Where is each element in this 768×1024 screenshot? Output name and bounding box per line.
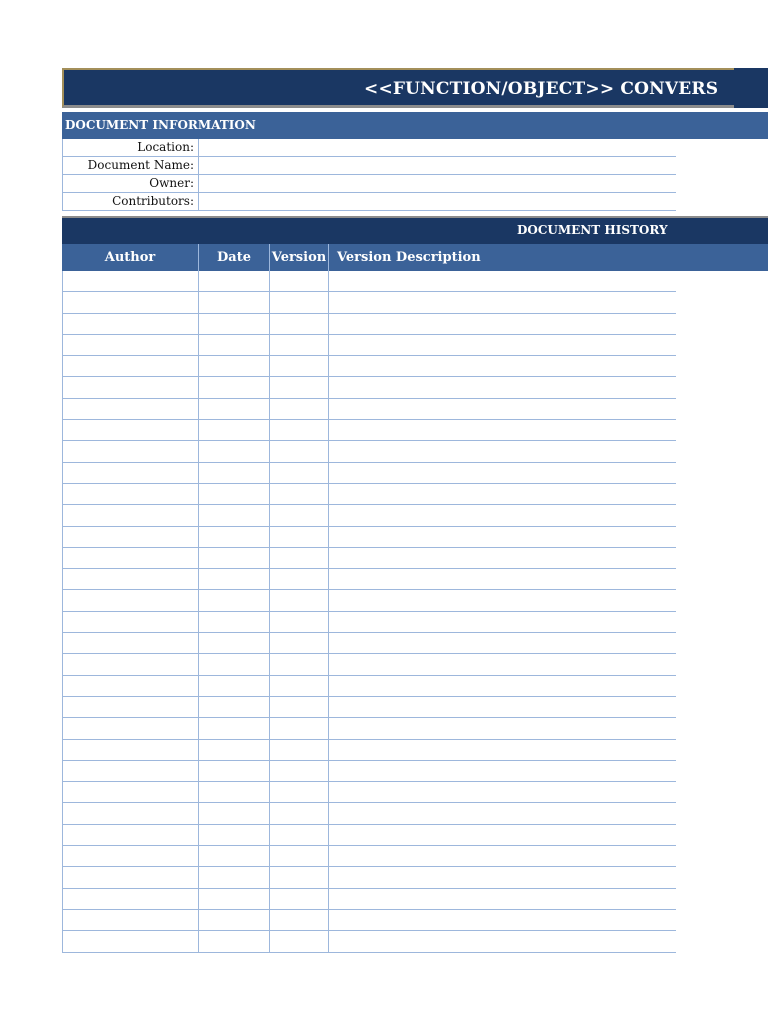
author-cell[interactable] xyxy=(63,356,199,376)
author-cell[interactable] xyxy=(63,931,199,951)
date-cell[interactable] xyxy=(199,399,270,419)
version-cell[interactable] xyxy=(270,441,329,461)
table-row xyxy=(62,292,676,313)
version-description-cell[interactable] xyxy=(329,761,676,781)
table-row xyxy=(62,782,676,803)
table-row xyxy=(62,654,676,675)
version-cell[interactable] xyxy=(270,399,329,419)
version-description-cell[interactable] xyxy=(329,825,676,845)
author-cell[interactable] xyxy=(63,463,199,483)
table-row xyxy=(62,505,676,526)
title-bar-extension xyxy=(734,68,768,108)
table-row xyxy=(62,527,676,548)
version-description-cell[interactable] xyxy=(329,867,676,887)
date-cell[interactable] xyxy=(199,718,270,738)
author-cell[interactable] xyxy=(63,484,199,504)
author-cell[interactable] xyxy=(63,697,199,717)
table-row xyxy=(62,441,676,462)
table-row xyxy=(62,271,676,292)
table-row xyxy=(62,910,676,931)
version-description-cell[interactable] xyxy=(329,399,676,419)
version-cell[interactable] xyxy=(270,803,329,823)
version-description-cell[interactable] xyxy=(329,676,676,696)
info-label: Location: xyxy=(63,139,199,156)
date-cell[interactable] xyxy=(199,782,270,802)
date-cell[interactable] xyxy=(199,590,270,610)
version-cell[interactable] xyxy=(270,654,329,674)
author-cell[interactable] xyxy=(63,377,199,397)
version-cell[interactable] xyxy=(270,782,329,802)
version-cell[interactable] xyxy=(270,314,329,334)
document-information-label: DOCUMENT INFORMATION xyxy=(65,118,256,132)
date-cell[interactable] xyxy=(199,910,270,930)
document-history-header xyxy=(62,216,768,244)
version-description-cell[interactable] xyxy=(329,910,676,930)
table-row xyxy=(62,377,676,398)
document-history-table xyxy=(62,271,676,953)
author-cell[interactable] xyxy=(63,399,199,419)
info-row-document-name xyxy=(62,157,676,175)
version-cell[interactable] xyxy=(270,505,329,525)
author-cell[interactable] xyxy=(63,740,199,760)
document-information-table xyxy=(62,139,676,211)
author-cell[interactable] xyxy=(63,292,199,312)
table-row xyxy=(62,335,676,356)
author-cell[interactable] xyxy=(63,676,199,696)
date-cell[interactable] xyxy=(199,846,270,866)
author-cell[interactable] xyxy=(63,846,199,866)
table-row xyxy=(62,846,676,867)
table-row xyxy=(62,356,676,377)
table-row xyxy=(62,463,676,484)
document-title: <<FUNCTION/OBJECT>> CONVERS xyxy=(364,79,719,99)
author-cell[interactable] xyxy=(63,420,199,440)
table-row xyxy=(62,889,676,910)
version-cell[interactable] xyxy=(270,271,329,291)
version-cell[interactable] xyxy=(270,420,329,440)
version-description-cell[interactable] xyxy=(329,420,676,440)
version-cell[interactable] xyxy=(270,463,329,483)
version-cell[interactable] xyxy=(270,633,329,653)
info-label: Owner: xyxy=(63,175,199,192)
version-description-cell[interactable] xyxy=(329,505,676,525)
version-cell[interactable] xyxy=(270,548,329,568)
version-cell[interactable] xyxy=(270,676,329,696)
date-cell[interactable] xyxy=(199,505,270,525)
version-cell[interactable] xyxy=(270,846,329,866)
date-cell[interactable] xyxy=(199,612,270,632)
table-row xyxy=(62,825,676,846)
info-row-location xyxy=(62,139,676,157)
table-row xyxy=(62,569,676,590)
date-cell[interactable] xyxy=(199,527,270,547)
version-description-cell[interactable] xyxy=(329,697,676,717)
column-header-author: Author xyxy=(62,244,199,271)
version-description-cell[interactable] xyxy=(329,889,676,909)
version-description-cell[interactable] xyxy=(329,569,676,589)
version-description-cell[interactable] xyxy=(329,271,676,291)
date-cell[interactable] xyxy=(199,356,270,376)
date-cell[interactable] xyxy=(199,803,270,823)
table-row xyxy=(62,803,676,824)
date-cell[interactable] xyxy=(199,889,270,909)
author-cell[interactable] xyxy=(63,633,199,653)
date-cell[interactable] xyxy=(199,825,270,845)
document-history-label: DOCUMENT HISTORY xyxy=(517,223,668,237)
author-cell[interactable] xyxy=(63,867,199,887)
date-cell[interactable] xyxy=(199,484,270,504)
version-cell[interactable] xyxy=(270,292,329,312)
version-description-cell[interactable] xyxy=(329,527,676,547)
location-value-cell[interactable] xyxy=(199,139,676,156)
author-cell[interactable] xyxy=(63,803,199,823)
table-row xyxy=(62,633,676,654)
author-cell[interactable] xyxy=(63,548,199,568)
date-cell[interactable] xyxy=(199,633,270,653)
version-description-cell[interactable] xyxy=(329,633,676,653)
version-description-cell[interactable] xyxy=(329,314,676,334)
date-cell[interactable] xyxy=(199,740,270,760)
date-cell[interactable] xyxy=(199,420,270,440)
version-description-cell[interactable] xyxy=(329,931,676,951)
version-description-cell[interactable] xyxy=(329,782,676,802)
version-cell[interactable] xyxy=(270,335,329,355)
version-cell[interactable] xyxy=(270,527,329,547)
version-description-cell[interactable] xyxy=(329,484,676,504)
info-row-owner xyxy=(62,175,676,193)
version-description-cell[interactable] xyxy=(329,590,676,610)
version-cell[interactable] xyxy=(270,740,329,760)
history-column-headers xyxy=(62,244,768,271)
author-cell[interactable] xyxy=(63,654,199,674)
version-cell[interactable] xyxy=(270,356,329,376)
version-cell[interactable] xyxy=(270,569,329,589)
table-row xyxy=(62,590,676,611)
version-cell[interactable] xyxy=(270,718,329,738)
table-row xyxy=(62,484,676,505)
date-cell[interactable] xyxy=(199,867,270,887)
column-header-version: Version xyxy=(270,244,329,271)
table-row xyxy=(62,718,676,739)
date-cell[interactable] xyxy=(199,271,270,291)
date-cell[interactable] xyxy=(199,292,270,312)
table-row xyxy=(62,740,676,761)
info-row-contributors xyxy=(62,193,676,211)
version-cell[interactable] xyxy=(270,761,329,781)
author-cell[interactable] xyxy=(63,825,199,845)
version-cell[interactable] xyxy=(270,484,329,504)
version-cell[interactable] xyxy=(270,825,329,845)
version-description-cell[interactable] xyxy=(329,548,676,568)
contributors-value-cell[interactable] xyxy=(199,193,676,210)
version-cell[interactable] xyxy=(270,910,329,930)
info-label: Document Name: xyxy=(63,157,199,174)
author-cell[interactable] xyxy=(63,612,199,632)
document-name-value-cell[interactable] xyxy=(199,157,676,174)
version-description-cell[interactable] xyxy=(329,292,676,312)
owner-value-cell[interactable] xyxy=(199,175,676,192)
table-row xyxy=(62,548,676,569)
date-cell[interactable] xyxy=(199,377,270,397)
version-description-cell[interactable] xyxy=(329,846,676,866)
date-cell[interactable] xyxy=(199,569,270,589)
version-cell[interactable] xyxy=(270,931,329,951)
version-cell[interactable] xyxy=(270,697,329,717)
date-cell[interactable] xyxy=(199,676,270,696)
date-cell[interactable] xyxy=(199,931,270,951)
date-cell[interactable] xyxy=(199,335,270,355)
version-description-cell[interactable] xyxy=(329,612,676,632)
version-description-cell[interactable] xyxy=(329,463,676,483)
version-description-cell[interactable] xyxy=(329,377,676,397)
author-cell[interactable] xyxy=(63,590,199,610)
column-header-date: Date xyxy=(199,244,270,271)
author-cell[interactable] xyxy=(63,889,199,909)
author-cell[interactable] xyxy=(63,782,199,802)
author-cell[interactable] xyxy=(63,271,199,291)
author-cell[interactable] xyxy=(63,441,199,461)
table-row xyxy=(62,761,676,782)
table-row xyxy=(62,314,676,335)
date-cell[interactable] xyxy=(199,697,270,717)
date-cell[interactable] xyxy=(199,654,270,674)
table-row xyxy=(62,399,676,420)
info-label: Contributors: xyxy=(63,193,199,210)
table-row xyxy=(62,420,676,441)
version-description-cell[interactable] xyxy=(329,803,676,823)
author-cell[interactable] xyxy=(63,527,199,547)
version-description-cell[interactable] xyxy=(329,441,676,461)
date-cell[interactable] xyxy=(199,548,270,568)
version-description-cell[interactable] xyxy=(329,718,676,738)
date-cell[interactable] xyxy=(199,761,270,781)
table-row xyxy=(62,697,676,718)
version-cell[interactable] xyxy=(270,377,329,397)
table-row xyxy=(62,612,676,633)
table-row xyxy=(62,931,676,952)
version-description-cell[interactable] xyxy=(329,356,676,376)
title-bar xyxy=(62,68,734,108)
version-description-cell[interactable] xyxy=(329,335,676,355)
version-description-cell[interactable] xyxy=(329,740,676,760)
author-cell[interactable] xyxy=(63,335,199,355)
date-cell[interactable] xyxy=(199,441,270,461)
table-row xyxy=(62,867,676,888)
version-cell[interactable] xyxy=(270,590,329,610)
table-row xyxy=(62,676,676,697)
version-cell[interactable] xyxy=(270,867,329,887)
version-cell[interactable] xyxy=(270,612,329,632)
version-description-cell[interactable] xyxy=(329,654,676,674)
author-cell[interactable] xyxy=(63,761,199,781)
author-cell[interactable] xyxy=(63,910,199,930)
author-cell[interactable] xyxy=(63,314,199,334)
author-cell[interactable] xyxy=(63,569,199,589)
date-cell[interactable] xyxy=(199,314,270,334)
author-cell[interactable] xyxy=(63,505,199,525)
author-cell[interactable] xyxy=(63,718,199,738)
document-information-header xyxy=(62,112,768,139)
date-cell[interactable] xyxy=(199,463,270,483)
version-cell[interactable] xyxy=(270,889,329,909)
column-header-version-description: Version Description xyxy=(337,250,481,265)
